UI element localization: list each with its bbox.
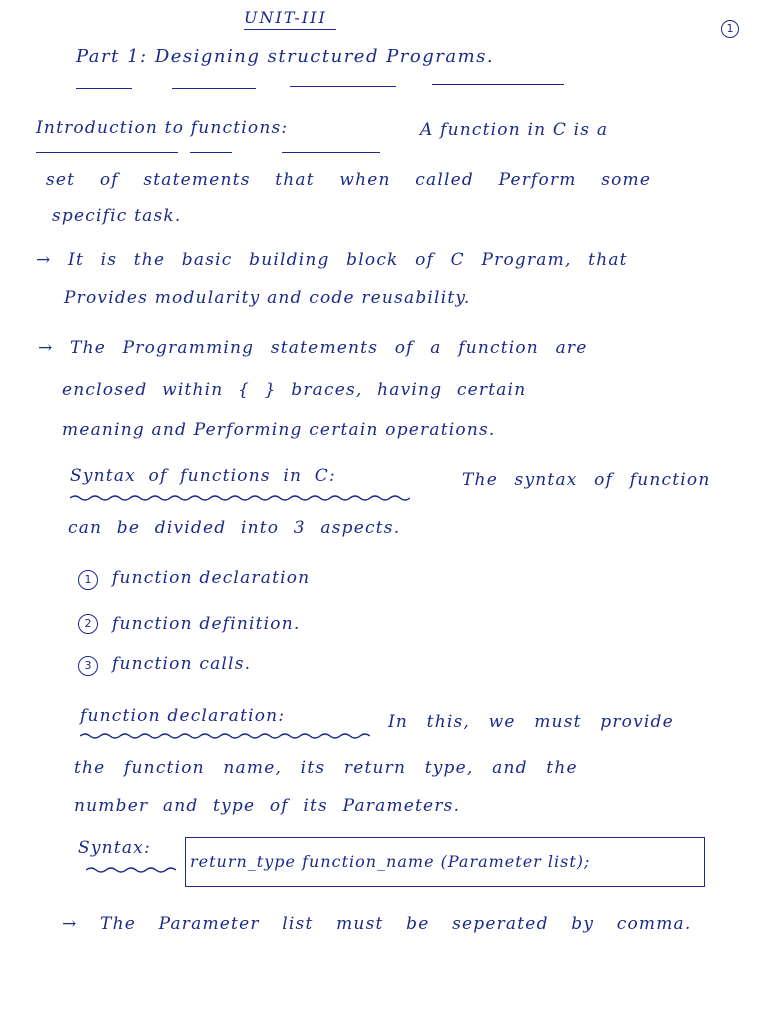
syntax-label-wavy-underline: [86, 866, 176, 874]
aspect-3-number: 3: [78, 656, 98, 676]
intro-line1: A function in C is a: [420, 120, 609, 140]
bullet2-line2: enclosed within { } braces, having certain: [62, 380, 527, 400]
intro-line2: set of statements that when called Perform some: [46, 170, 652, 190]
unit-underline: [244, 29, 336, 30]
syntax-heading: Syntax of functions in C:: [70, 466, 336, 486]
declaration-line1: In this, we must provide: [388, 712, 674, 732]
declaration-line3: number and type of its Parameters.: [74, 796, 461, 816]
syntax-code: return_type function_name (Parameter list);: [190, 852, 591, 871]
bullet2-line3: meaning and Performing certain operations.: [62, 420, 496, 440]
aspect-2-number: 2: [78, 614, 98, 634]
declaration-wavy-underline: [80, 732, 370, 740]
aspect-1-label: function declaration: [112, 568, 311, 588]
title-underline-4: [432, 84, 564, 85]
aspect-1-number: 1: [78, 570, 98, 590]
intro-line3: specific task.: [52, 206, 182, 226]
note-line: → The Parameter list must be seperated by comma.: [62, 914, 692, 934]
intro-underline-3: [282, 152, 380, 153]
bullet1-line1: → It is the basic building block of C Program, that: [36, 250, 628, 270]
intro-underline-1: [36, 152, 178, 153]
declaration-line2: the function name, its return type, and the: [74, 758, 578, 778]
unit-heading: UNIT-III: [244, 8, 327, 27]
intro-heading: Introduction to functions:: [36, 118, 289, 138]
part-title: Part 1: Designing structured Programs.: [76, 46, 495, 67]
syntax-label: Syntax:: [78, 838, 151, 858]
title-underline-2: [172, 88, 256, 89]
syntax-heading-wavy-underline: [70, 494, 410, 502]
syntax-line1: The syntax of function: [462, 470, 711, 490]
bullet1-line2: Provides modularity and code reusability.: [64, 288, 471, 308]
intro-underline-2: [190, 152, 232, 153]
aspect-3-label: function calls.: [112, 654, 252, 674]
page-number: 1: [721, 20, 739, 38]
syntax-line2: can be divided into 3 aspects.: [68, 518, 401, 538]
bullet2-line1: → The Programming statements of a function are: [38, 338, 588, 358]
title-underline-1: [76, 88, 132, 89]
aspect-2-label: function definition.: [112, 614, 301, 634]
declaration-heading: function declaration:: [80, 706, 286, 726]
title-underline-3: [290, 86, 396, 87]
